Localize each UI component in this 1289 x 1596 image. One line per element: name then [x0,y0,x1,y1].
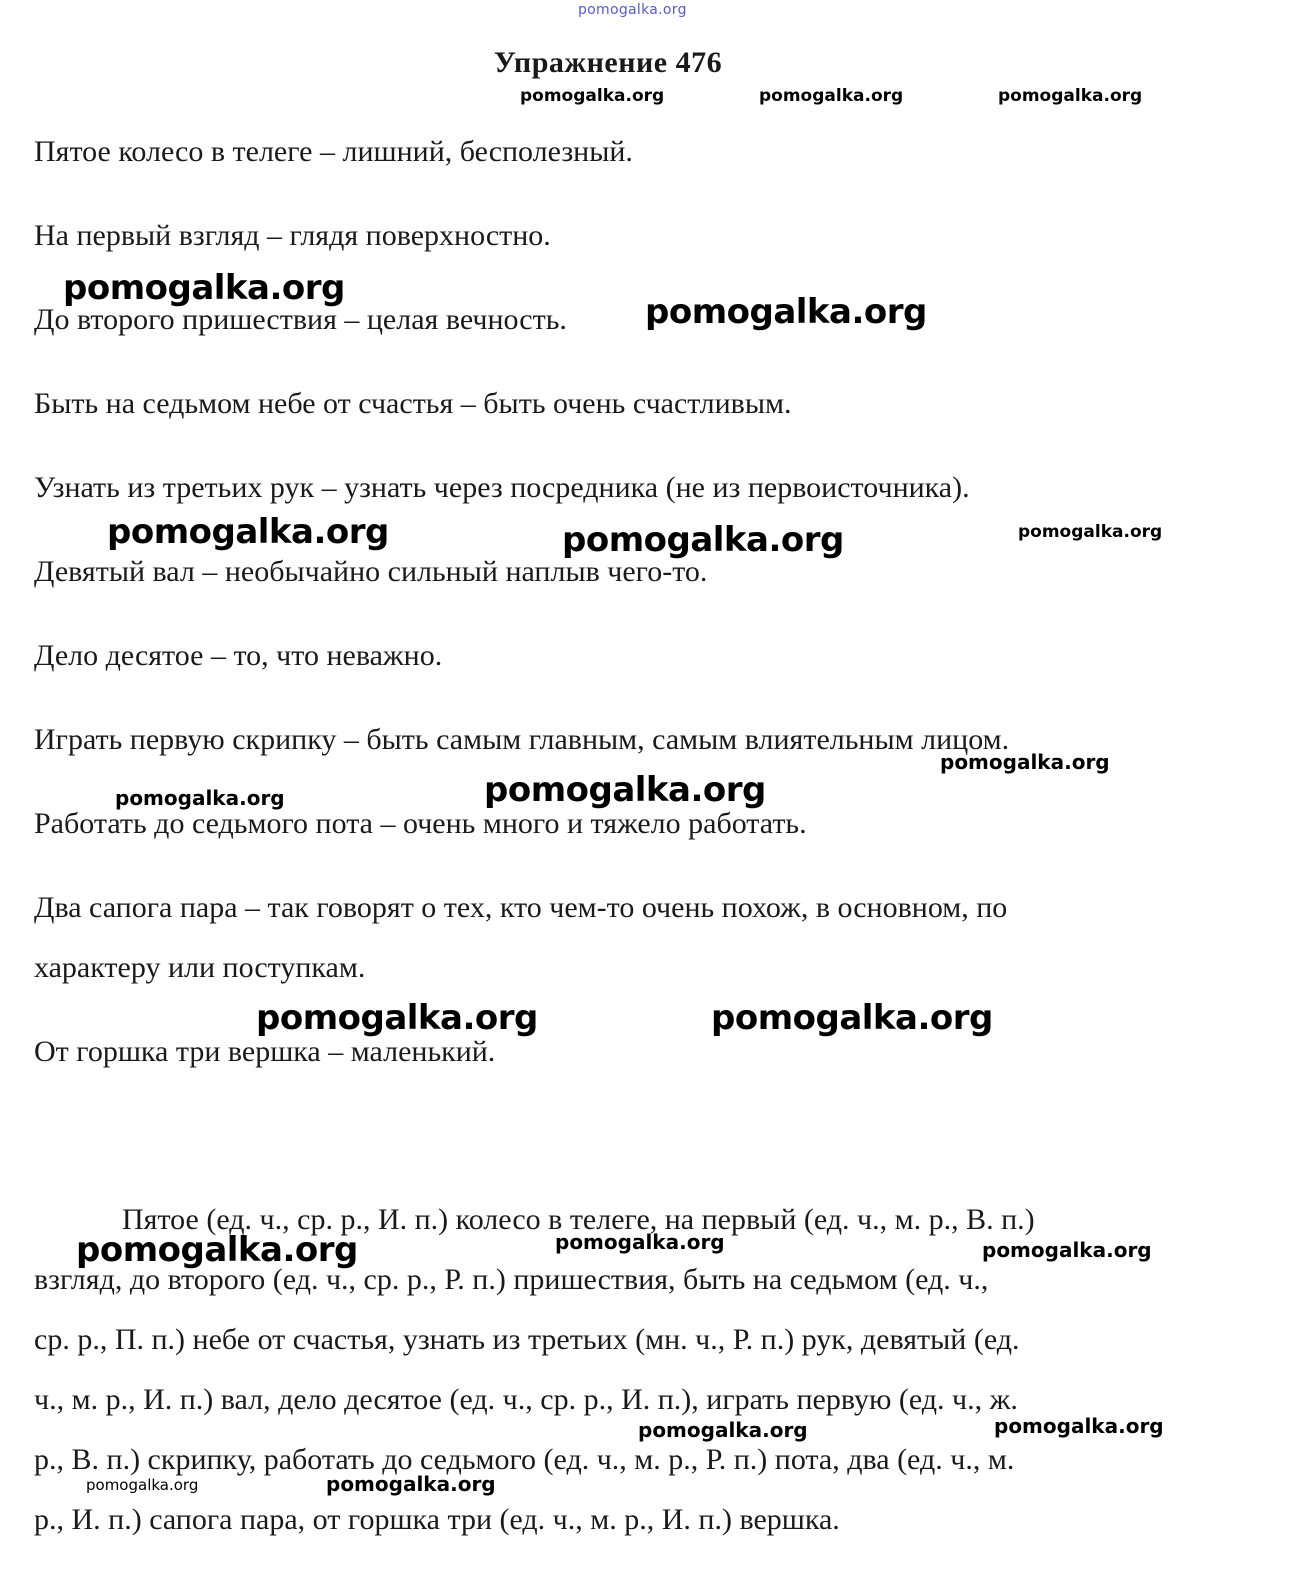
watermark: pomogalka.org [520,86,665,106]
watermark: pomogalka.org [982,1238,1152,1262]
idiom-line: Девятый вал – необычайно сильный наплыв чего-то. [34,555,708,588]
watermark: pomogalka.org [555,1230,725,1254]
analysis-line: взгляд, до второго (ед. ч., ср. р., Р. п.) пришествия, быть на седьмом (ед. ч., [34,1263,989,1296]
page-title: Упражнение 476 [493,46,723,79]
idiom-line: Узнать из третьих рук – узнать через посредника (не из первоисточника). [34,471,970,504]
idiom-line: От горшка три вершка – маленький. [34,1035,496,1068]
watermark-top: pomogalka.org [578,2,687,18]
idiom-line: До второго пришествия – целая вечность. [34,303,567,336]
watermark: pomogalka.org [562,520,844,560]
idiom-line: Работать до седьмого пота – очень много и тяжело работать. [34,807,807,840]
idiom-line: Пятое колесо в телеге – лишний, бесполезный. [34,135,633,168]
watermark: pomogalka.org [256,998,538,1038]
watermark: pomogalka.org [645,292,927,332]
idiom-line: Дело десятое – то, что неважно. [34,639,443,672]
watermark: pomogalka.org [994,1414,1164,1438]
watermark: pomogalka.org [326,1472,496,1496]
idiom-line: Быть на седьмом небе от счастья – быть очень счастливым. [34,387,792,420]
watermark: pomogalka.org [107,512,389,552]
idiom-line: На первый взгляд – глядя поверхностно. [34,219,551,252]
watermark: pomogalka.org [759,86,904,106]
analysis-line: ср. р., П. п.) небе от счастья, узнать из третьих (мн. ч., Р. п.) рук, девятый (ед. [34,1323,1020,1356]
analysis-line: ч., м. р., И. п.) вал, дело десятое (ед. ч., ср. р., И. п.), играть первую (ед. ч., ж. [34,1383,1018,1416]
watermark: pomogalka.org [76,1230,358,1270]
idiom-line: Два сапога пара – так говорят о тех, кто чем-то очень похож, в основном, по [34,891,1008,924]
idiom-line: характеру или поступкам. [34,951,366,984]
watermark: pomogalka.org [940,750,1110,774]
watermark: pomogalka.org [711,998,993,1038]
watermark: pomogalka.org [484,770,766,810]
watermark: pomogalka.org [115,786,285,810]
analysis-line: р., В. п.) скрипку, работать до седьмого (ед. ч., м. р., Р. п.) пота, два (ед. ч., м. [34,1443,1015,1476]
analysis-line: Пятое (ед. ч., ср. р., И. п.) колесо в телеге, на первый (ед. ч., м. р., В. п.) [122,1203,1035,1236]
watermark: pomogalka.org [1018,522,1163,542]
watermark: pomogalka.org [638,1418,808,1442]
watermark: pomogalka.org [998,86,1143,106]
idiom-line: Играть первую скрипку – быть самым главным, самым влиятельным лицом. [34,723,1010,756]
analysis-line: р., И. п.) сапога пара, от горшка три (ед. ч., м. р., И. п.) вершка. [34,1503,840,1536]
watermark: pomogalka.org [86,1476,199,1494]
watermark: pomogalka.org [63,268,345,308]
